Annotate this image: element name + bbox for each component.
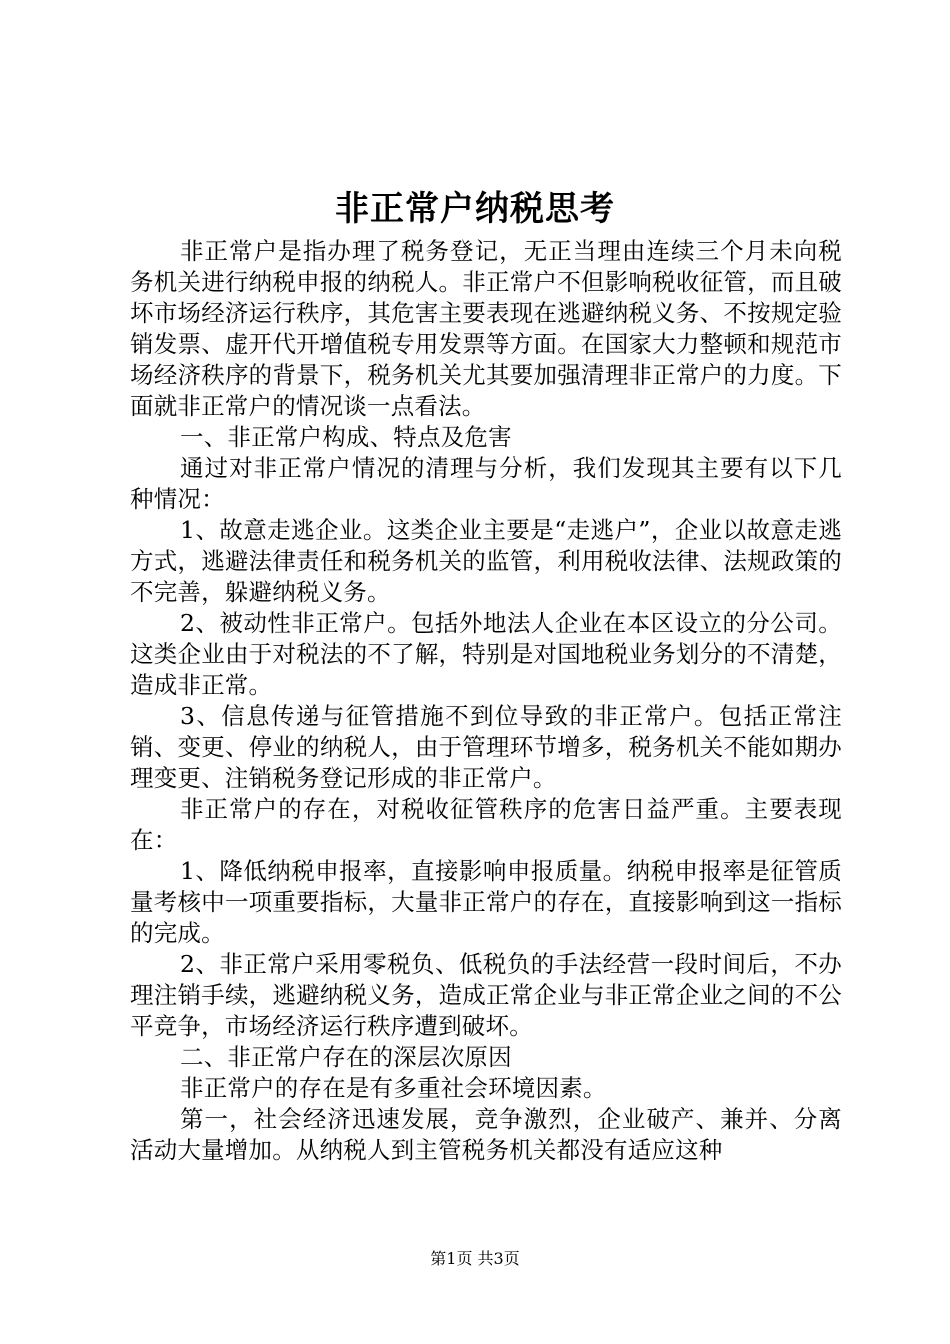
document-title: 非正常户纳税思考 xyxy=(335,189,615,229)
paragraph: 第一，社会经济迅速发展，竞争激烈，企业破产、兼并、分离活动大量增加。从纳税人到主管税务机关都没有适应这种 xyxy=(130,1105,842,1164)
list-item: 3、信息传递与征管措施不到位导致的非正常户。包括正常注销、变更、停业的纳税人，由于管理环节增多，税务机关不能如期办理变更、注销税务登记形成的非正常户。 xyxy=(130,702,842,792)
paragraph: 非正常户的存在是有多重社会环境因素。 xyxy=(180,1074,607,1102)
section-heading-1: 一、非正常户构成、特点及危害 xyxy=(180,423,512,451)
section-heading-2: 二、非正常户存在的深层次原因 xyxy=(180,1043,512,1071)
list-item: 2、被动性非正常户。包括外地法人企业在本区设立的分公司。这类企业由于对税法的不了解，特别是对国地税业务划分的不清楚，造成非正常。 xyxy=(130,609,842,699)
paragraph: 通过对非正常户情况的清理与分析，我们发现其主要有以下几种情况： xyxy=(130,454,842,513)
page-footer: 第1页 共3页 xyxy=(430,1249,520,1268)
list-item: 1、故意走逃企业。这类企业主要是“走逃户”，企业以故意走逃方式，逃避法律责任和税务机关的监管，利用税收法律、法规政策的不完善，躲避纳税义务。 xyxy=(130,516,842,606)
paragraph-intro: 非正常户是指办理了税务登记，无正当理由连续三个月未向税务机关进行纳税申报的纳税人。非正常户不但影响税收征管，而且破坏市场经济运行秩序，其危害主要表现在逃避纳税义务、不按规定验销发票、虚开代开增值税专用发票等方面。在国家大力整顿和规范市场经济秩序的背景下，税务机关尤其要加强清理非正常户的力度。下面就非正常户的情况谈一点看法。 xyxy=(130,237,842,420)
list-item: 1、降低纳税申报率，直接影响申报质量。纳税申报率是征管质量考核中一项重要指标，大量非正常户的存在，直接影响到这一指标的完成。 xyxy=(130,857,842,947)
document-body xyxy=(130,236,842,1166)
paragraph: 非正常户的存在，对税收征管秩序的危害日益严重。主要表现在： xyxy=(130,795,842,854)
list-item: 2、非正常户采用零税负、低税负的手法经营一段时间后，不办理注销手续，逃避纳税义务，造成正常企业与非正常企业之间的不公平竞争，市场经济运行秩序遭到破坏。 xyxy=(130,950,842,1040)
